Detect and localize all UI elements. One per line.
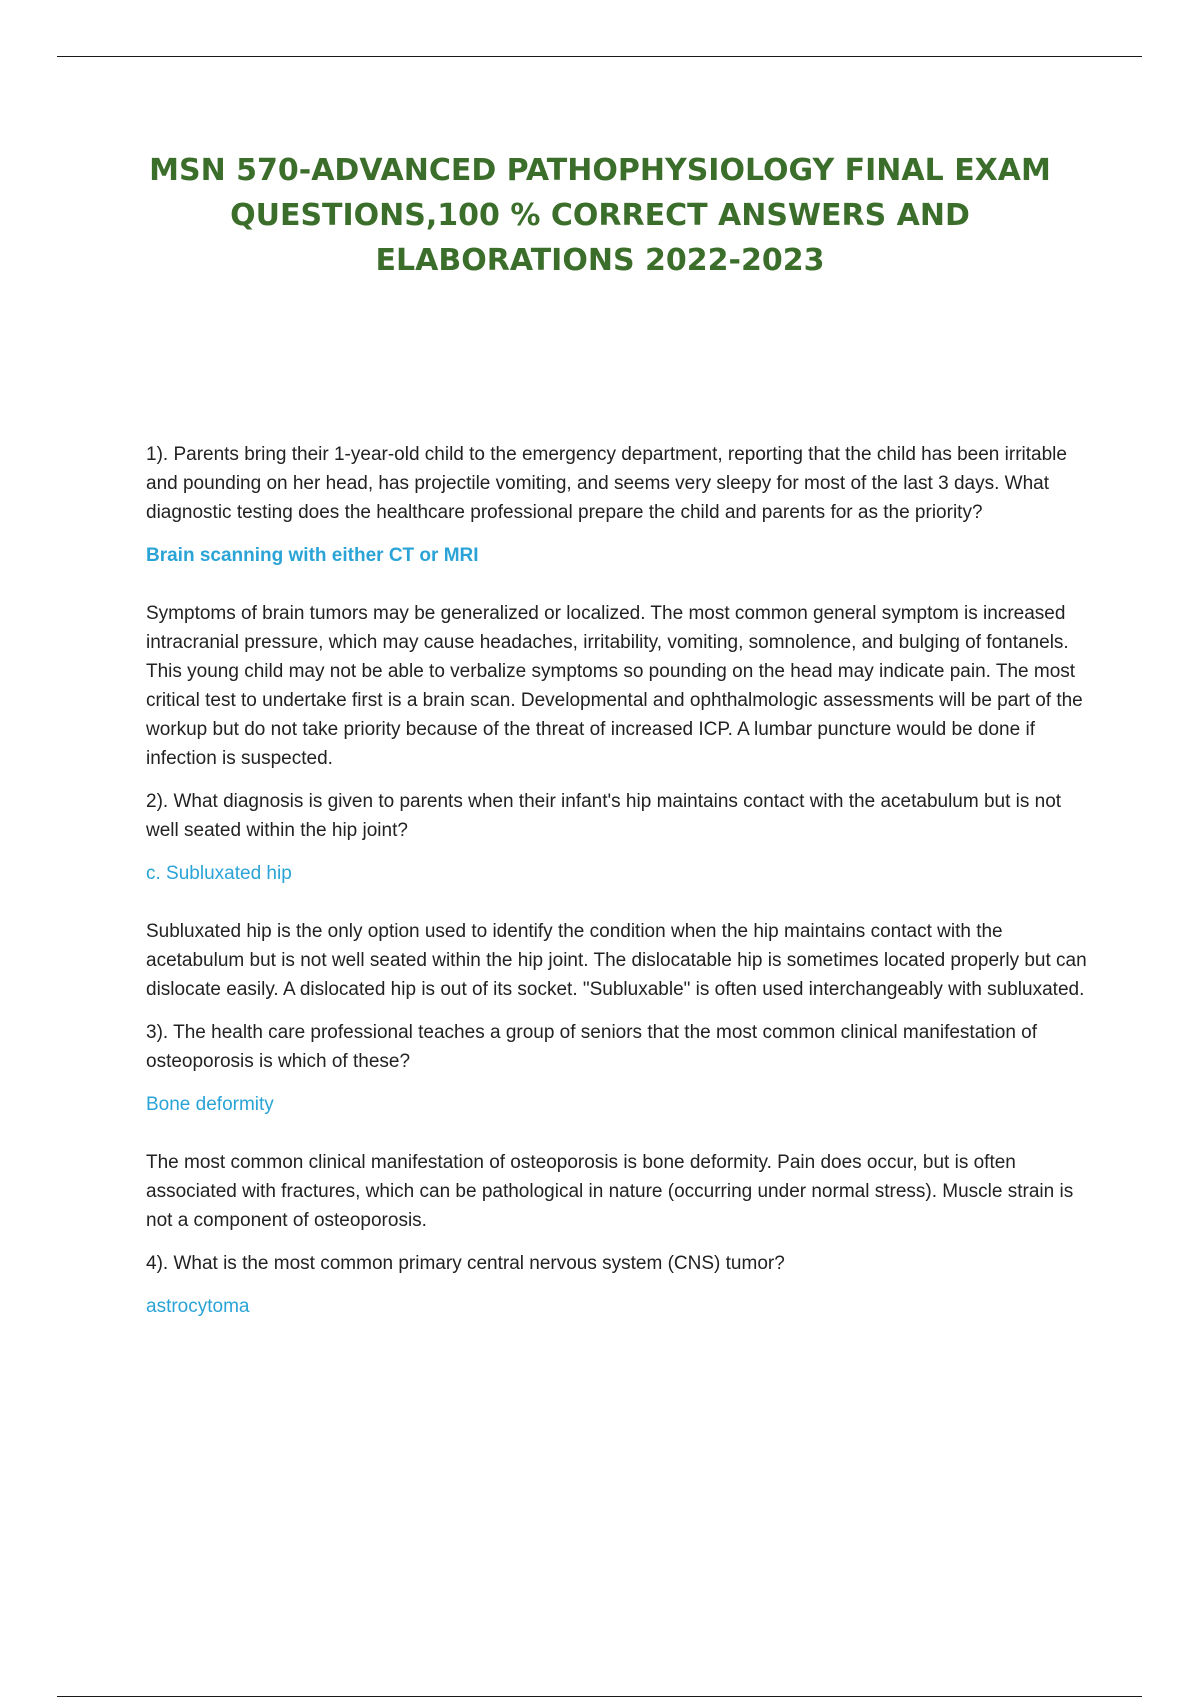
qa-item-3 xyxy=(146,1018,1096,1235)
qa-item-4 xyxy=(146,1249,1096,1321)
explanation-text: Symptoms of brain tumors may be generalized or localized. The most common general symptom is increased intracranial pressure, which may cause headaches, irritability, vomiting, somnolence, and bulging of fontanels. This young child may not be able to verbalize symptoms so pounding on the head may indicate pain. The most critical test to undertake first is a brain scan. Developmental and ophthalmologic assessments will be part of the workup but do not take priority because of the threat of increased ICP. A lumbar puncture would be done if infection is suspected. xyxy=(146,603,1083,769)
answer-text: c. Subluxated hip xyxy=(146,863,292,884)
explanation-text: The most common clinical manifestation of osteoporosis is bone deformity. Pain does occur, but is often associated with fractures, which can be pathological in nature (occurring under normal stress). Muscle strain is not a component of osteoporosis. xyxy=(146,1152,1074,1231)
question-text: 3). The health care professional teaches a group of seniors that the most common clinical manifestation of osteoporosis is which of these? xyxy=(146,1022,1038,1072)
question-text: 1). Parents bring their 1-year-old child to the emergency department, reporting that the child has been irritable and pounding on her head, has projectile vomiting, and seems very sleepy for most of the last 3 days. What diagnostic testing does the healthcare professional prepare the child and parents for as the priority? xyxy=(146,444,1067,523)
footer-rule xyxy=(57,1696,1142,1697)
explanation-text: Subluxated hip is the only option used to identify the condition when the hip maintains contact with the acetabulum but is not well seated within the hip joint. The dislocatable hip is sometimes located properly but can dislocate easily. A dislocated hip is out of its socket. "Subluxable" is often used interchangeably with subluxated. xyxy=(146,921,1087,1000)
question-text: 4). What is the most common primary central nervous system (CNS) tumor? xyxy=(146,1253,785,1274)
question-text: 2). What diagnosis is given to parents when their infant's hip maintains contact with the acetabulum but is not well seated within the hip joint? xyxy=(146,791,1062,841)
qa-item-1 xyxy=(146,440,1096,773)
qa-content xyxy=(146,440,1096,1350)
header-rule xyxy=(57,56,1142,57)
qa-item-2 xyxy=(146,787,1096,1004)
document-title: MSN 570-ADVANCED PATHOPHYSIOLOGY FINAL EXAM QUESTIONS,100 % CORRECT ANSWERS AND ELABORATIONS 2022-2023 xyxy=(149,153,1051,278)
answer-text: Bone deformity xyxy=(146,1094,274,1115)
answer-text: astrocytoma xyxy=(146,1296,250,1317)
answer-text: Brain scanning with either CT or MRI xyxy=(146,545,479,566)
